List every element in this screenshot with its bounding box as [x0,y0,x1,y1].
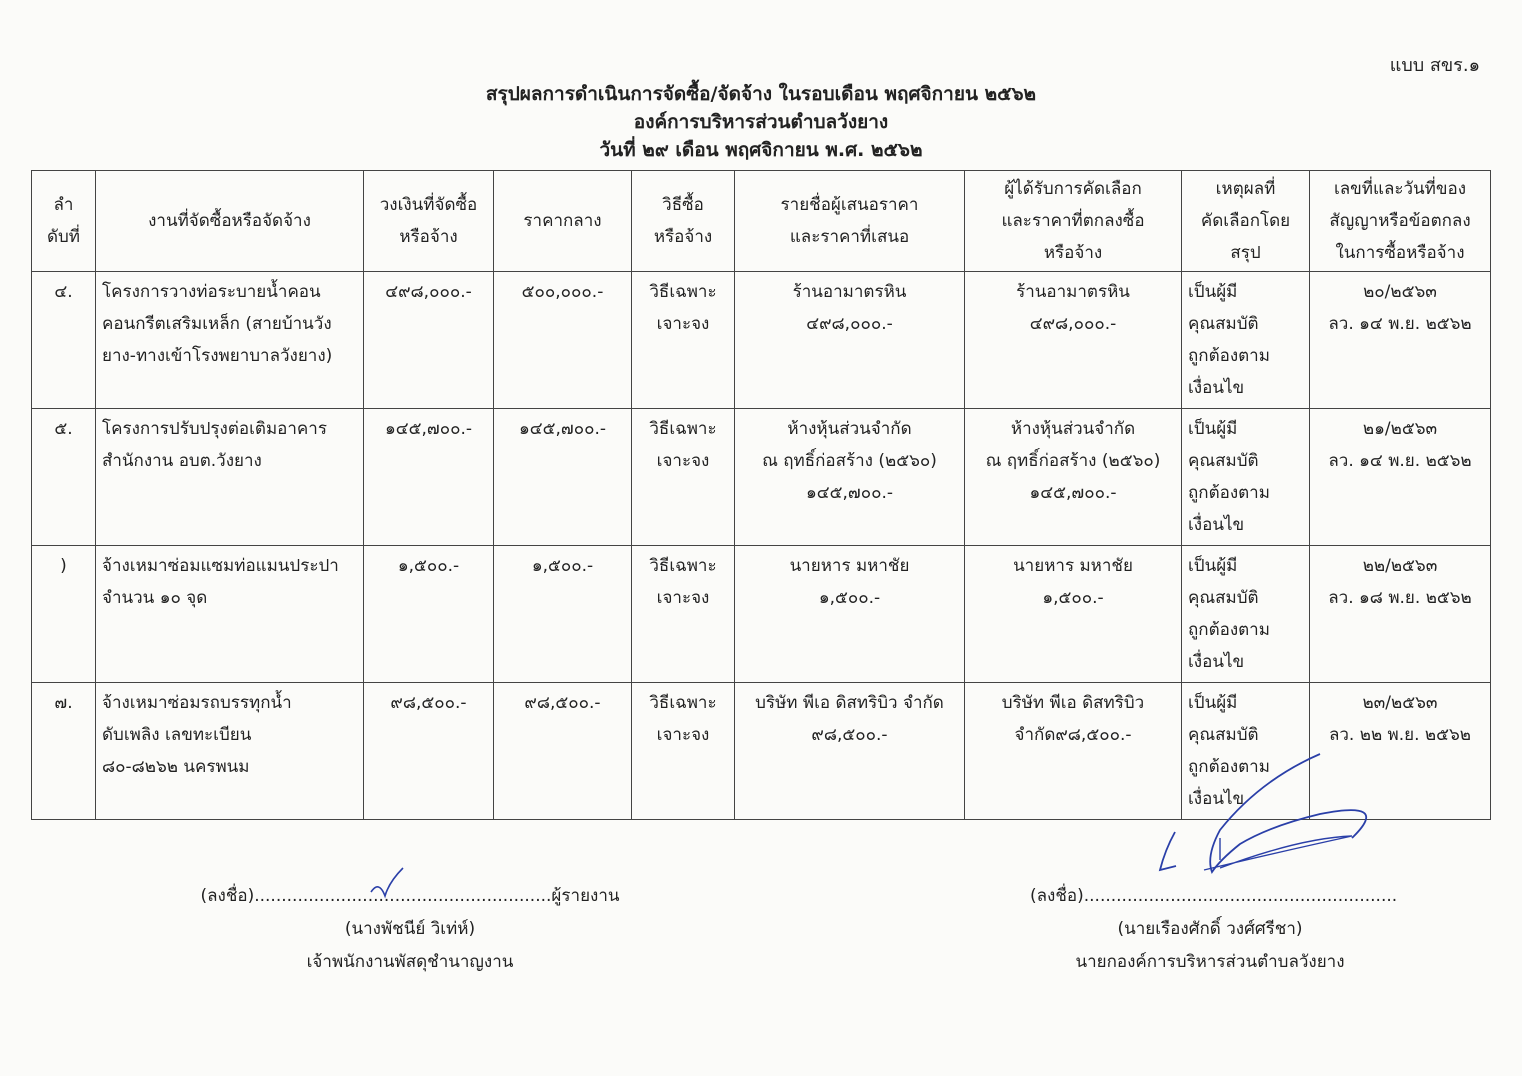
cell-reason [1182,409,1310,546]
header-text-line: คัดเลือกโดย [1200,211,1291,231]
cell-row-no [32,683,96,820]
reporter-sign-line: (ลงชื่อ).......................................................ผู้รายงาน [200,886,620,906]
cell-contract [1310,409,1491,546]
cell-reason-text: คุณสมบัติ [1188,725,1259,745]
cell-median-price-text: ๕๐๐,๐๐๐.- [521,282,604,302]
cell-row-no [32,409,96,546]
cell-contract-text: ๒๐/๒๕๖๓ [1363,282,1437,302]
cell-budget-text: ๑,๕๐๐.- [397,556,460,576]
cell-selected-text: จำกัด๙๘,๕๐๐.- [1014,725,1132,745]
cell-work-text: คอนกรีตเสริมเหล็ก (สายบ้านวัง [102,314,332,334]
cell-contract [1310,272,1491,409]
cell-contract [1310,546,1491,683]
cell-work-text: ดับเพลิง เลขทะเบียน [102,725,252,745]
header-text-line: เหตุผลที่ [1215,179,1276,199]
cell-reason-text: เป็นผู้มี [1188,282,1238,302]
cell-work [96,683,364,820]
cell-bidders [735,409,965,546]
cell-contract-text: ๒๓/๒๕๖๓ [1362,693,1438,713]
cell-budget [364,272,494,409]
cell-bidders-text: ร้านอามาตรหิน [792,282,907,302]
cell-bidders-text: ๑,๕๐๐.- [818,588,881,608]
cell-median-price-text: ๑๔๕,๗๐๐.- [518,419,606,439]
cell-reason-text: ถูกต้องตาม [1188,620,1270,640]
cell-bidders-text: ๔๙๘,๐๐๐.- [806,314,893,334]
header-selected [965,171,1182,272]
cell-work [96,546,364,683]
cell-selected-text: ๑๔๕,๗๐๐.- [1029,483,1117,503]
cell-reason-text: เงื่อนไข [1188,378,1245,398]
cell-method-text: เจาะจง [656,451,710,471]
reporter-signature-block [200,880,620,979]
approver-position: นายกองค์การบริหารส่วนตำบลวังยาง [1075,952,1345,972]
cell-median-price [494,272,632,409]
cell-budget [364,409,494,546]
cell-row-no [32,272,96,409]
cell-selected-text: บริษัท พีเอ ดิสทริบิว [1001,693,1145,713]
cell-contract-text: ลว. ๒๒ พ.ย. ๒๕๖๒ [1328,725,1472,745]
header-text-line: งานที่จัดซื้อหรือจัดจ้าง [148,211,311,231]
cell-budget-text: ๑๔๕,๗๐๐.- [384,419,472,439]
cell-bidders-text: ๑๔๕,๗๐๐.- [805,483,893,503]
header-text-line: ผู้ได้รับการคัดเลือก [1004,179,1142,199]
cell-bidders-text: ห้างหุ้นส่วนจำกัด [787,419,912,439]
cell-work-text: สำนักงาน อบต.วังยาง [102,451,262,471]
cell-work-text: โครงการวางท่อระบายน้ำคอน [102,282,321,302]
cell-contract-text: ลว. ๑๘ พ.ย. ๒๕๖๒ [1328,588,1472,608]
approver-signature-block [1030,880,1398,979]
header-text-line: ลำ [53,195,74,215]
header-method [632,171,735,272]
cell-selected-text: นายหาร มหาชัย [1013,556,1133,576]
header-text-line: หรือจ้าง [653,227,713,247]
organization-name: องค์การบริหารส่วนตำบลวังยาง [633,111,889,133]
header-text-line: ดับที่ [46,227,81,247]
cell-bidders-text: ณ ฤทธิ์ก่อสร้าง (๒๕๖๐) [762,451,937,471]
cell-bidders-text: ๙๘,๕๐๐.- [811,725,888,745]
cell-work-text: ยาง-ทางเข้าโรงพยาบาลวังยาง) [102,346,333,366]
cell-median-price [494,409,632,546]
cell-row-no-text: ) [60,556,67,576]
header-text-line: สัญญาหรือข้อตกลง [1329,211,1471,231]
header-text-line: วงเงินที่จัดซื้อ [379,195,478,215]
cell-bidders [735,272,965,409]
cell-work-text: โครงการปรับปรุงต่อเติมอาคาร [102,419,327,439]
cell-method [632,546,735,683]
header-work [96,171,364,272]
cell-work [96,409,364,546]
cell-median-price [494,683,632,820]
cell-reason-text: เงื่อนไข [1188,652,1245,672]
cell-row-no-text: ๗. [54,693,73,713]
cell-selected-text: ๔๙๘,๐๐๐.- [1029,314,1117,334]
header-text-line: หรือจ้าง [399,227,458,247]
header-text-line: สรุป [1230,243,1261,263]
cell-reason-text: เป็นผู้มี [1188,419,1238,439]
cell-median-price-text: ๙๘,๕๐๐.- [524,693,601,713]
cell-budget-text: ๙๘,๕๐๐.- [390,693,467,713]
header-text-line: และราคาที่ตกลงซื้อ [1001,211,1145,231]
header-budget [364,171,494,272]
cell-selected [965,546,1182,683]
cell-contract-text: ลว. ๑๔ พ.ย. ๒๕๖๒ [1328,314,1472,334]
cell-row-no-text: ๔. [54,282,73,302]
cell-reason [1182,546,1310,683]
cell-selected-text: ณ ฤทธิ์ก่อสร้าง (๒๕๖๐) [985,451,1161,471]
cell-selected-text: ห้างหุ้นส่วนจำกัด [1010,419,1136,439]
document-header [0,80,1522,164]
cell-method-text: เจาะจง [656,725,710,745]
document-date: วันที่ ๒๙ เดือน พฤศจิกายน พ.ศ. ๒๕๖๒ [599,139,923,161]
cell-method-text: วิธีเฉพาะ [649,556,717,576]
cell-reason-text: คุณสมบัติ [1188,588,1259,608]
cell-method-text: เจาะจง [656,588,710,608]
cell-contract-text: ลว. ๑๔ พ.ย. ๒๕๖๒ [1328,451,1472,471]
header-no [32,171,96,272]
cell-work-text: จ้างเหมาซ่อมแซมท่อแมนประปา [102,556,339,576]
header-text-line: หรือจ้าง [1043,243,1103,263]
cell-method-text: วิธีเฉพาะ [649,282,717,302]
cell-work-text: จ้างเหมาซ่อมรถบรรทุกน้ำ [102,693,292,713]
header-text-line: ราคากลาง [523,211,602,231]
cell-reason-text: เป็นผู้มี [1188,693,1238,713]
cell-bidders-text: บริษัท พีเอ ดิสทริบิว จำกัด [755,693,944,713]
table-row [32,409,1491,546]
procurement-table [31,170,1491,820]
cell-reason-text: ถูกต้องตาม [1188,757,1270,777]
cell-median-price [494,546,632,683]
cell-selected [965,409,1182,546]
cell-selected [965,272,1182,409]
cell-reason-text: เป็นผู้มี [1188,556,1238,576]
cell-row-no-text: ๕. [54,419,73,439]
cell-work [96,272,364,409]
header-reason [1182,171,1310,272]
cell-work-text: จำนวน ๑๐ จุด [102,588,208,608]
header-contract [1310,171,1491,272]
header-text-line: ในการซื้อหรือจ้าง [1335,243,1465,263]
cell-method [632,409,735,546]
header-text-line: และราคาที่เสนอ [789,227,910,247]
header-median-price [494,171,632,272]
cell-reason-text: คุณสมบัติ [1188,314,1259,334]
document-title: สรุปผลการดำเนินการจัดซื้อ/จัดจ้าง ในรอบเดือน พฤศจิกายน ๒๕๖๒ [485,83,1037,105]
header-text-line: เลขที่และวันที่ของ [1333,179,1467,199]
cell-bidders [735,683,965,820]
cell-selected-text: ร้านอามาตรหิน [1016,282,1130,302]
cell-reason-text: ถูกต้องตาม [1188,346,1270,366]
cell-budget-text: ๔๙๘,๐๐๐.- [385,282,472,302]
cell-median-price-text: ๑,๕๐๐.- [531,556,594,576]
cell-row-no [32,546,96,683]
cell-contract-text: ๒๑/๒๕๖๓ [1362,419,1438,439]
form-code: แบบ สขร.๑ [1389,55,1480,76]
cell-reason [1182,272,1310,409]
cell-method [632,683,735,820]
cell-method-text: วิธีเฉพาะ [649,693,717,713]
approver-sign-line: (ลงชื่อ).......................................................... [1030,886,1398,906]
cell-contract-text: ๒๒/๒๕๖๓ [1362,556,1438,576]
header-text-line: วิธีซื้อ [662,195,704,215]
cell-reason-text: คุณสมบัติ [1188,451,1259,471]
header-text-line: รายชื่อผู้เสนอราคา [780,195,919,215]
cell-bidders [735,546,965,683]
cell-bidders-text: นายหาร มหาชัย [789,556,910,576]
approver-name: (นายเรืองศักดิ์ วงศ์ศรีชา) [1117,919,1303,939]
header-bidders [735,171,965,272]
reporter-name: (นางพัชนีย์ วิเท่ห์) [344,919,476,939]
cell-method-text: เจาะจง [656,314,710,334]
cell-work-text: ๘๐-๘๒๖๒ นครพนม [102,757,250,777]
cell-reason-text: เงื่อนไข [1188,789,1245,809]
cell-budget [364,546,494,683]
cell-reason-text: ถูกต้องตาม [1188,483,1270,503]
table-row [32,272,1491,409]
cell-selected-text: ๑,๕๐๐.- [1042,588,1104,608]
cell-budget [364,683,494,820]
cell-method [632,272,735,409]
cell-method-text: วิธีเฉพาะ [649,419,717,439]
cell-reason-text: เงื่อนไข [1188,515,1245,535]
reporter-position: เจ้าพนักงานพัสดุชำนาญงาน [306,952,514,972]
table-row [32,546,1491,683]
table-header-row [32,171,1491,272]
